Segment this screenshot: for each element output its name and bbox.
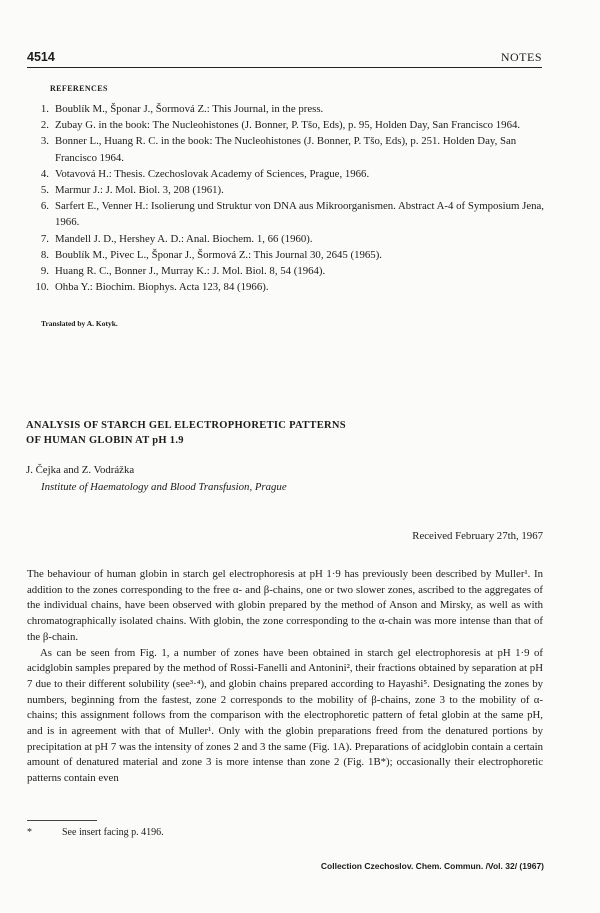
reference-number: 8. xyxy=(40,248,49,261)
reference-text: Boublík M., Šponar J., Šormová Z.: This Journal, in the press. xyxy=(55,103,324,115)
reference-text: Huang R. C., Bonner J., Murray K.: J. Mol. Biol. 8, 54 (1964). xyxy=(55,265,326,278)
footnote-text: See insert facing p. 4196. xyxy=(62,827,164,838)
page-number: 4514 xyxy=(27,50,55,64)
article-authors: J. Čejka and Z. Vodrážka xyxy=(26,464,135,476)
section-label: NOTES xyxy=(500,50,542,64)
reference-item xyxy=(29,247,546,263)
reference-text: Sarfert E., Venner H.: Isolierung und Struktur von DNA aus Mikroorganismen. Abstract A-4 of Symposium Jena, 1966. xyxy=(55,200,545,229)
reference-number: 9. xyxy=(40,265,49,278)
reference-number: 7. xyxy=(40,232,49,245)
reference-text: Bonner L., Huang R. C. in the book: The Nucleohistones (J. Bonner, P. Tšo, Eds), p. 251. Holden Day, San Francisco 1964. xyxy=(55,135,517,164)
footnote xyxy=(27,827,164,838)
reference-number: 2. xyxy=(40,119,49,132)
reference-text: Mandell J. D., Hershey A. D.: Anal. Biochem. 1, 66 (1960). xyxy=(55,232,313,245)
reference-number: 1. xyxy=(40,103,49,115)
footnote-mark: * xyxy=(27,827,32,838)
translator-credit: Translated by A. Kotyk. xyxy=(41,319,118,328)
reference-item xyxy=(29,263,546,279)
reference-item xyxy=(29,182,546,198)
reference-item xyxy=(29,133,546,165)
reference-number: 4. xyxy=(40,167,49,180)
header-rule xyxy=(27,67,542,68)
received-date: Received February 27th, 1967 xyxy=(412,530,543,542)
article-institute: Institute of Haematology and Blood Transfusion, Prague xyxy=(41,481,287,493)
reference-item xyxy=(29,231,546,247)
reference-item xyxy=(29,166,546,182)
reference-item xyxy=(29,198,546,230)
references-list xyxy=(29,101,546,295)
journal-footer: Collection Czechoslov. Chem. Commun. /Vol. 32/ (1967) xyxy=(320,861,544,871)
reference-item xyxy=(29,279,546,295)
footnote-rule xyxy=(27,820,97,821)
reference-number: 3. xyxy=(40,135,49,148)
reference-text: Marmur J.: J. Mol. Biol. 3, 208 (1961). xyxy=(55,184,224,197)
reference-number: 6. xyxy=(40,200,49,213)
reference-item xyxy=(29,101,546,117)
body-paragraph: The behaviour of human globin in starch gel electrophoresis at pH 1·9 has previously been described by Muller¹. In addition to the zones corresponding to the free α- and β-chains, one or two slower zones, ascribed to the aggregates of the individual chains, have been observed with globin prepared by the method of Anson and Mirsky, as well as with chromatographically isolated chains. With globin, the zone corresponding to the α-chain was more intense than that of the β-chain. xyxy=(27,568,543,643)
reference-text: Ohba Y.: Biochim. Biophys. Acta 123, 84 (1966). xyxy=(55,281,269,294)
article-title-line: OF HUMAN GLOBIN AT pH 1.9 xyxy=(26,435,184,446)
references-heading: REFERENCES xyxy=(50,84,108,93)
article-title-line: ANALYSIS OF STARCH GEL ELECTROPHORETIC PATTERNS xyxy=(26,420,346,431)
article-body xyxy=(27,567,543,787)
reference-number: 10. xyxy=(35,281,49,294)
reference-text: Votavová H.: Thesis. Czechoslovak Academy of Sciences, Prague, 1966. xyxy=(55,167,370,180)
running-head xyxy=(27,50,542,65)
reference-text: Zubay G. in the book: The Nucleohistones (J. Bonner, P. Tšo, Eds), p. 95, Holden Day, San Francisco 1964. xyxy=(55,119,521,132)
reference-item xyxy=(29,117,546,133)
reference-text: Boublík M., Pivec L., Šponar J., Šormová Z.: This Journal 30, 2645 (1965). xyxy=(55,248,382,261)
body-paragraph: As can be seen from Fig. 1, a number of zones have been obtained in starch gel electrophoresis at pH 1·9 of acidglobin samples prepared by the method of Rossi-Fanelli and Antonini², their fractions obtained by separation at pH 7 due to their different solubility (see³·⁴), and globin chains prepared according to Hayashi⁵. Designating the zones by numbers, beginning from the fastest, zone 2 corresponds to the mobility of β-chains, zone 3 to the mobility of α-chains; this assignment follows from the comparison with the electrophoretic pattern of fetal globin at the same pH, and is in agreement with that of Muller¹. Only with the globin preparations freed from the denatured portions by precipitation at pH 7 was the intensity of zones 2 and 3 the same (Fig. 1A). Preparations of acidglobin contain a certain amount of denatured material and zone 3 is more intense than zone 2 (Fig. 1B*); occasionally their electrophoretic patterns contain even xyxy=(27,646,543,785)
article-title xyxy=(26,418,346,448)
reference-number: 5. xyxy=(40,184,49,197)
